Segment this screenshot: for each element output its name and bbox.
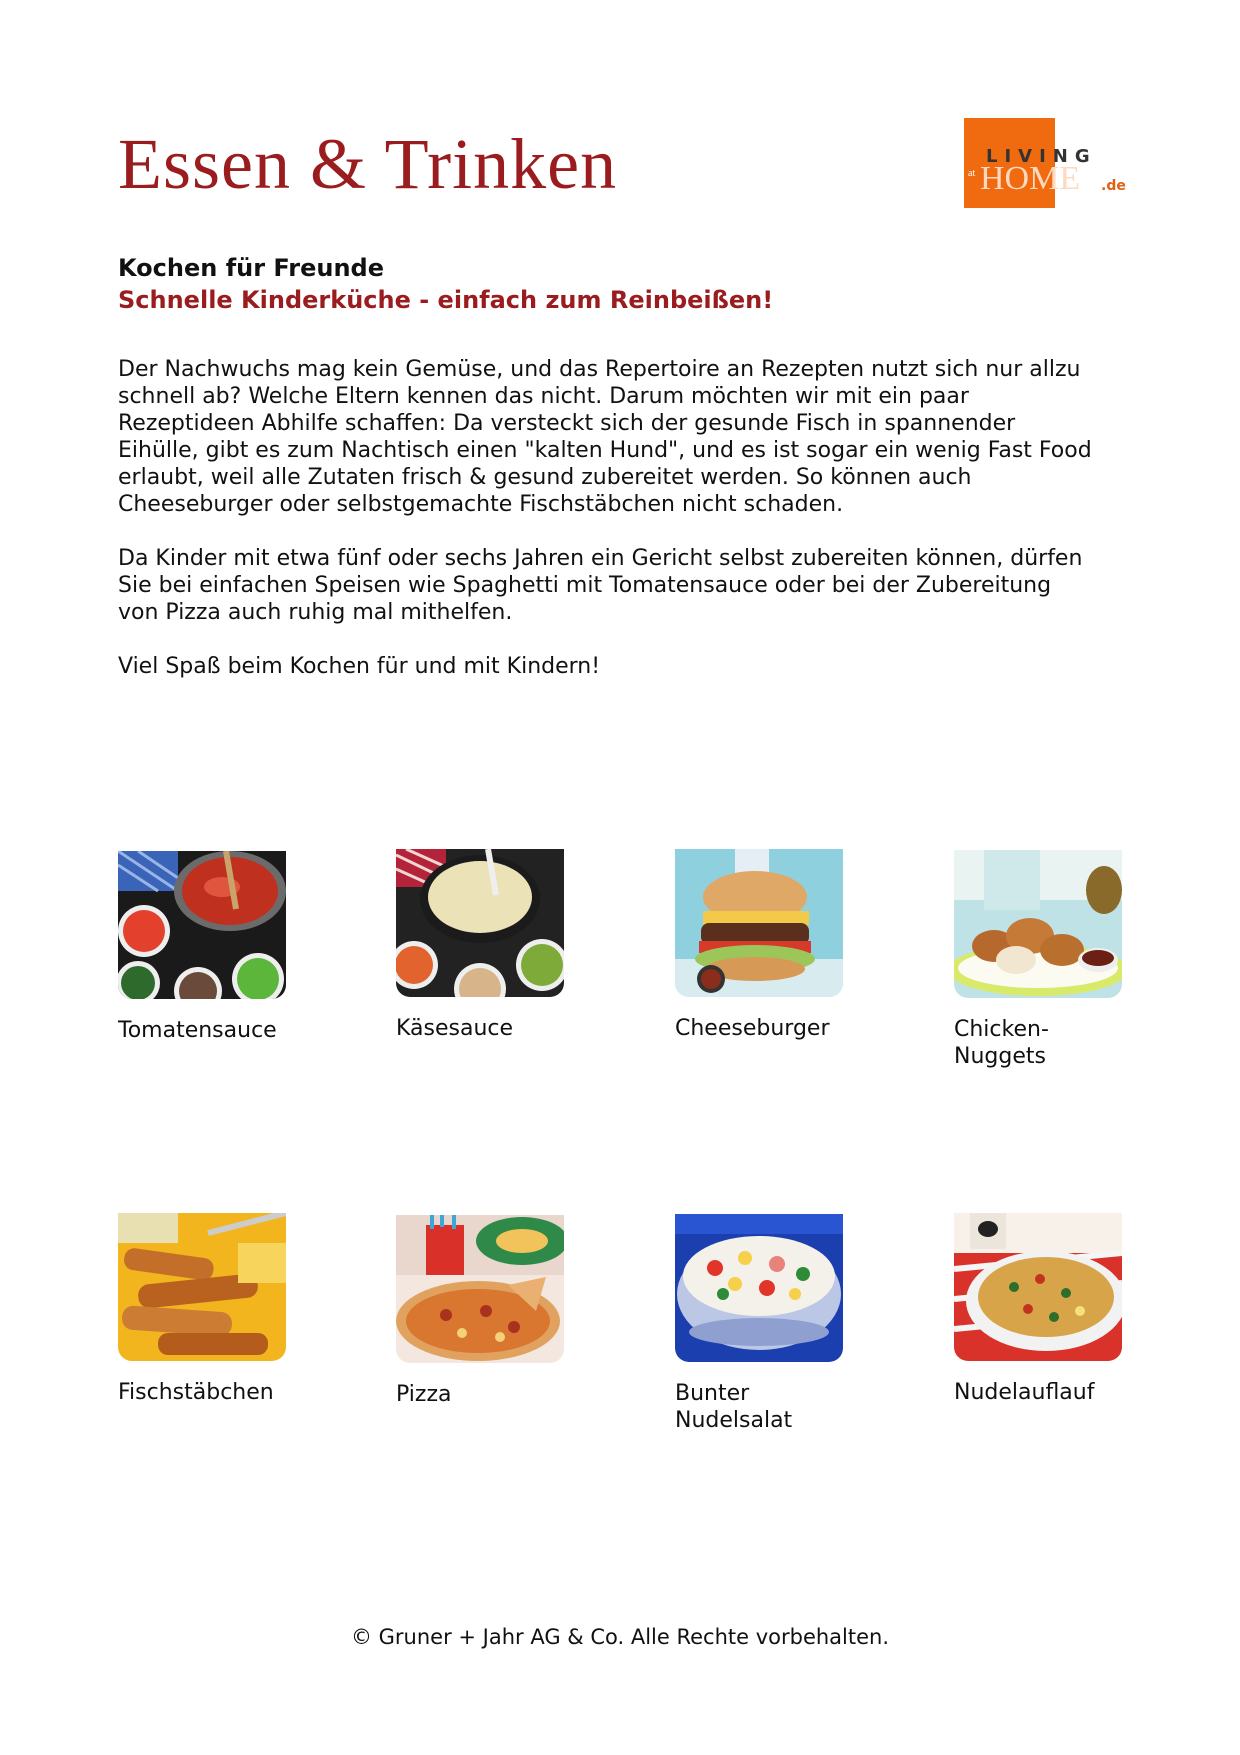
pizza-photo[interactable] bbox=[396, 1215, 564, 1363]
recipe-card-bunter-nudelsalat[interactable] bbox=[675, 1214, 875, 1434]
recipe-label[interactable]: Chicken-Nuggets bbox=[954, 1017, 1049, 1069]
recipe-label[interactable]: Fischstäbchen bbox=[118, 1380, 274, 1405]
pasta-salad-photo[interactable] bbox=[675, 1214, 843, 1362]
recipe-label[interactable]: Bunter Nudelsalat bbox=[675, 1381, 793, 1433]
closing-paragraph: Viel Spaß beim Kochen für und mit Kindern! bbox=[118, 654, 601, 679]
magazine-title: Essen & Trinken bbox=[118, 124, 618, 204]
logo-home-text: HOME bbox=[980, 160, 1081, 197]
recipe-label[interactable]: Nudelauflauf bbox=[954, 1380, 1095, 1405]
copyright-footer: © Gruner + Jahr AG & Co. Alle Rechte vorbehalten. bbox=[350, 1625, 890, 1649]
tomato-sauce-photo[interactable] bbox=[118, 851, 286, 999]
article-heading: Kochen für Freunde bbox=[118, 254, 385, 282]
cheeseburger-photo[interactable] bbox=[675, 849, 843, 997]
logo-living-text: LIVING bbox=[986, 146, 1097, 167]
cheese-sauce-photo[interactable] bbox=[396, 849, 564, 997]
logo-at-text: at bbox=[968, 168, 976, 179]
recipe-card-tomatensauce[interactable] bbox=[118, 851, 318, 1044]
recipe-card-fischstaebchen[interactable] bbox=[118, 1213, 318, 1406]
logo-domain-text: .de bbox=[1101, 178, 1126, 194]
recipe-label[interactable]: Tomatensauce bbox=[118, 1018, 277, 1043]
article-subheading: Schnelle Kinderküche - einfach zum Reinbeißen! bbox=[118, 286, 774, 314]
kids-paragraph: Da Kinder mit etwa fünf oder sechs Jahren ein Gericht selbst zubereiten können, dürfen Sie bei einfachen Speisen wie Spaghetti mit Tomatensauce oder bei der Zubereitung von Pizza auch ruhig mal mithelfen. bbox=[118, 546, 1083, 625]
chicken-nuggets-photo[interactable] bbox=[954, 850, 1122, 998]
living-at-home-logo[interactable] bbox=[964, 118, 1128, 208]
fish-fingers-photo[interactable] bbox=[118, 1213, 286, 1361]
recipe-label[interactable]: Cheeseburger bbox=[675, 1016, 830, 1041]
recipe-card-kaesesauce[interactable] bbox=[396, 849, 596, 1042]
recipe-card-pizza[interactable] bbox=[396, 1215, 596, 1408]
pasta-bake-photo[interactable] bbox=[954, 1213, 1122, 1361]
recipe-card-nudelauflauf[interactable] bbox=[954, 1213, 1154, 1406]
recipe-card-cheeseburger[interactable] bbox=[675, 849, 875, 1042]
recipe-label[interactable]: Pizza bbox=[396, 1382, 452, 1407]
intro-paragraph: Der Nachwuchs mag kein Gemüse, und das Repertoire an Rezepten nutzt sich nur allzu schnell ab? Welche Eltern kennen das nicht. Darum möchten wir mit ein paar Rezeptideen Abhilfe schaffen: Da versteckt sich der gesunde Fisch in spannender Eihülle, gibt es zum Nachtisch einen "kalten Hund", und es ist sogar ein wenig Fast Food erlaubt, weil alle Zutaten frisch & gesund zubereitet werden. So können auch Cheeseburger oder selbstgemachte Fischstäbchen nicht schaden. bbox=[118, 357, 1092, 517]
recipe-label[interactable]: Käsesauce bbox=[396, 1016, 514, 1041]
recipe-card-chicken-nuggets[interactable] bbox=[954, 850, 1154, 1070]
